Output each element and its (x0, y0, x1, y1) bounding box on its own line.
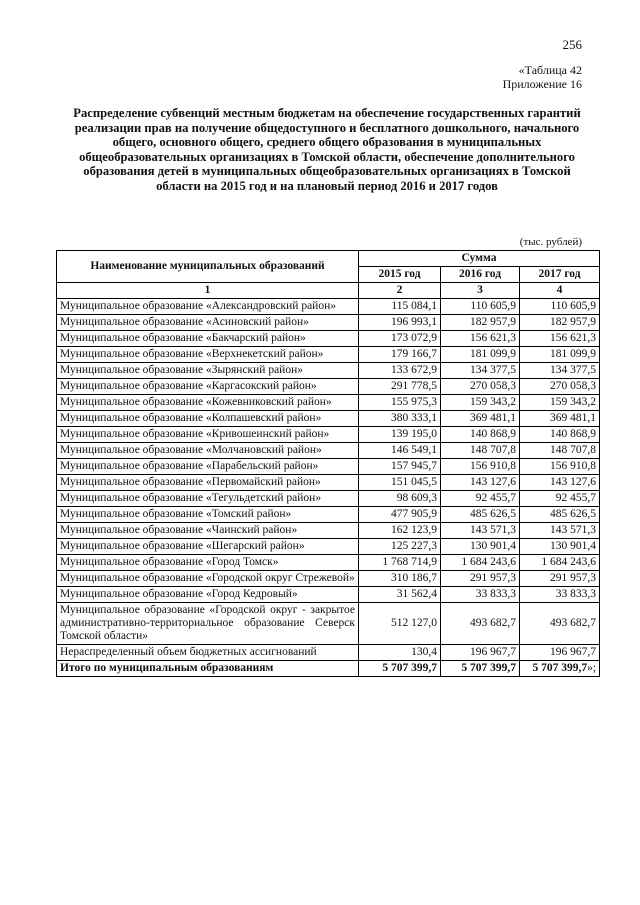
table-row (57, 443, 600, 459)
municipality-name: Нераспределенный объем бюджетных ассигнований (57, 645, 359, 661)
value-2015: 155 975,3 (359, 395, 441, 411)
table-row (57, 459, 600, 475)
value-2017: 485 626,5 (520, 507, 600, 523)
table-row (57, 587, 600, 603)
value-2017: 196 967,7 (520, 645, 600, 661)
value-2016: 485 626,5 (441, 507, 520, 523)
column-number: 3 (441, 283, 520, 299)
header-year-2016: 2016 год (441, 267, 520, 283)
municipality-name: Муниципальное образование «Тегульдетский район» (57, 491, 359, 507)
value-2017: 134 377,5 (520, 363, 600, 379)
value-2017: 156 621,3 (520, 331, 600, 347)
units-label: (тыс. рублей) (519, 236, 582, 248)
municipality-name: Муниципальное образование «Томский район» (57, 507, 359, 523)
value-2015: 133 672,9 (359, 363, 441, 379)
value-2015: 98 609,3 (359, 491, 441, 507)
value-2015: 380 333,1 (359, 411, 441, 427)
table-row (57, 645, 600, 661)
closing-quote: »; (587, 662, 597, 674)
value-2017: 140 868,9 (520, 427, 600, 443)
municipality-name: Муниципальное образование «Парабельский район» (57, 459, 359, 475)
municipality-name: Муниципальное образование «Шегарский район» (57, 539, 359, 555)
table-body (57, 299, 600, 661)
total-2015: 5 707 399,7 (359, 661, 441, 677)
value-2015: 477 905,9 (359, 507, 441, 523)
value-2017: 143 571,3 (520, 523, 600, 539)
municipality-name: Муниципальное образование «Колпашевский район» (57, 411, 359, 427)
municipality-name: Муниципальное образование «Кривошеинский район» (57, 427, 359, 443)
value-2015: 1 768 714,9 (359, 555, 441, 571)
table-row (57, 475, 600, 491)
value-2016: 369 481,1 (441, 411, 520, 427)
value-2016: 181 099,9 (441, 347, 520, 363)
total-2017 (520, 661, 600, 677)
value-2016: 156 621,3 (441, 331, 520, 347)
table-row (57, 491, 600, 507)
table-row (57, 379, 600, 395)
header-year-2017: 2017 год (520, 267, 600, 283)
value-2017: 159 343,2 (520, 395, 600, 411)
table-row (57, 411, 600, 427)
value-2016: 156 910,8 (441, 459, 520, 475)
municipality-name: Муниципальное образование «Кожевниковский район» (57, 395, 359, 411)
table-row (57, 315, 600, 331)
column-number: 2 (359, 283, 441, 299)
value-2017: 493 682,7 (520, 603, 600, 645)
value-2016: 148 707,8 (441, 443, 520, 459)
municipality-name: Муниципальное образование «Александровский район» (57, 299, 359, 315)
value-2015: 151 045,5 (359, 475, 441, 491)
table-row (57, 347, 600, 363)
value-2016: 134 377,5 (441, 363, 520, 379)
column-number: 4 (520, 283, 600, 299)
value-2015: 146 549,1 (359, 443, 441, 459)
appendix-label: Приложение 16 (502, 77, 582, 91)
value-2017: 92 455,7 (520, 491, 600, 507)
value-2015: 139 195,0 (359, 427, 441, 443)
value-2016: 493 682,7 (441, 603, 520, 645)
value-2015: 179 166,7 (359, 347, 441, 363)
appendix-reference (503, 63, 582, 91)
value-2016: 110 605,9 (441, 299, 520, 315)
value-2015: 115 084,1 (359, 299, 441, 315)
municipality-name: Муниципальное образование «Город Томск» (57, 555, 359, 571)
value-2016: 130 901,4 (441, 539, 520, 555)
table-row (57, 507, 600, 523)
total-2016: 5 707 399,7 (441, 661, 520, 677)
value-2016: 33 833,3 (441, 587, 520, 603)
value-2015: 125 227,3 (359, 539, 441, 555)
value-2017: 130 901,4 (520, 539, 600, 555)
header-municipality: Наименование муниципальных образований (57, 251, 359, 283)
municipality-name: Муниципальное образование «Каргасокский район» (57, 379, 359, 395)
table-row (57, 539, 600, 555)
document-title: Распределение субвенций местным бюджетам на обеспечение государственных гарантий реализации прав на получение общедоступного и бесплатного дошкольного, начального общего, основного общего, среднего общего образования в муниципальных общеобразовательных организациях в Томской области, обеспечение дополнительного образования детей в муниципальных общеобразовательных организациях в Томской области на 2015 год и на плановый период 2016 и 2017 годов (73, 106, 581, 193)
subvention-table (56, 250, 600, 677)
table-row (57, 555, 600, 571)
value-2017: 270 058,3 (520, 379, 600, 395)
value-2015: 291 778,5 (359, 379, 441, 395)
value-2016: 140 868,9 (441, 427, 520, 443)
value-2017: 148 707,8 (520, 443, 600, 459)
value-2017: 369 481,1 (520, 411, 600, 427)
value-2016: 270 058,3 (441, 379, 520, 395)
value-2017: 291 957,3 (520, 571, 600, 587)
value-2015: 162 123,9 (359, 523, 441, 539)
total-2017-value: 5 707 399,7 (532, 662, 588, 674)
value-2015: 173 072,9 (359, 331, 441, 347)
header-sum: Сумма (359, 251, 600, 267)
municipality-name: Муниципальное образование «Город Кедровый» (57, 587, 359, 603)
value-2016: 159 343,2 (441, 395, 520, 411)
municipality-name: Муниципальное образование «Чаинский район» (57, 523, 359, 539)
table-row (57, 299, 600, 315)
table-row (57, 571, 600, 587)
table-row (57, 523, 600, 539)
table-row (57, 427, 600, 443)
header-year-2015: 2015 год (359, 267, 441, 283)
municipality-name: Муниципальное образование «Первомайский район» (57, 475, 359, 491)
page-number: 256 (562, 37, 582, 52)
municipality-name: Муниципальное образование «Городской округ - закрытое административно-территориальное образование Северск Томской области» (57, 603, 359, 645)
value-2017: 181 099,9 (520, 347, 600, 363)
table-row (57, 363, 600, 379)
value-2016: 92 455,7 (441, 491, 520, 507)
value-2017: 182 957,9 (520, 315, 600, 331)
value-2016: 291 957,3 (441, 571, 520, 587)
municipality-name: Муниципальное образование «Молчановский район» (57, 443, 359, 459)
municipality-name: Муниципальное образование «Городской округ Стрежевой» (57, 571, 359, 587)
value-2017: 143 127,6 (520, 475, 600, 491)
value-2017: 33 833,3 (520, 587, 600, 603)
municipality-name: Муниципальное образование «Зырянский район» (57, 363, 359, 379)
value-2017: 156 910,8 (520, 459, 600, 475)
table-row (57, 395, 600, 411)
value-2016: 196 967,7 (441, 645, 520, 661)
value-2016: 1 684 243,6 (441, 555, 520, 571)
municipality-name: Муниципальное образование «Верхнекетский район» (57, 347, 359, 363)
table-label: «Таблица 42 (518, 63, 582, 77)
value-2016: 182 957,9 (441, 315, 520, 331)
municipality-name: Муниципальное образование «Асиновский район» (57, 315, 359, 331)
total-label: Итого по муниципальным образованиям (57, 661, 359, 677)
value-2015: 130,4 (359, 645, 441, 661)
table-row (57, 603, 600, 645)
value-2015: 310 186,7 (359, 571, 441, 587)
municipality-name: Муниципальное образование «Бакчарский район» (57, 331, 359, 347)
value-2017: 1 684 243,6 (520, 555, 600, 571)
column-number: 1 (57, 283, 359, 299)
value-2016: 143 571,3 (441, 523, 520, 539)
value-2017: 110 605,9 (520, 299, 600, 315)
table-row (57, 331, 600, 347)
total-row (57, 661, 600, 677)
value-2015: 157 945,7 (359, 459, 441, 475)
value-2015: 512 127,0 (359, 603, 441, 645)
value-2016: 143 127,6 (441, 475, 520, 491)
value-2015: 31 562,4 (359, 587, 441, 603)
value-2015: 196 993,1 (359, 315, 441, 331)
